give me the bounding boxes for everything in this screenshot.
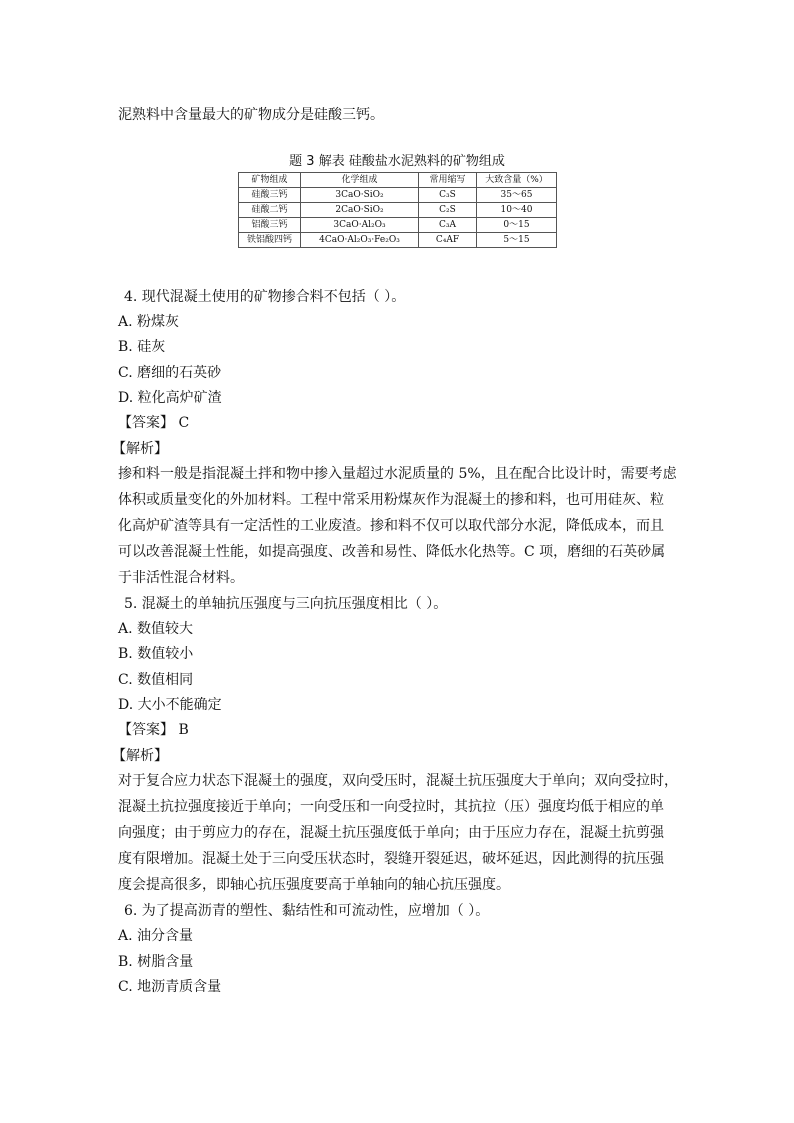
table-cell: C₂S: [419, 203, 477, 218]
q4-analysis-label: 【解析】: [112, 441, 168, 457]
analysis-line: 向强度；由于剪应力的存在，混凝土抗压强度低于单向；由于压应力存在，混凝土抗剪强: [118, 825, 664, 841]
question-4-text: 4. 现代混凝土使用的矿物掺合料不包括（ ）。: [124, 289, 406, 305]
intro-text: 泥熟料中含量最大的矿物成分是硅酸三钙。: [118, 107, 384, 123]
analysis-line: 体积或质量变化的外加材料。工程中常采用粉煤灰作为混凝土的掺和料，也可用硅灰、粒: [118, 492, 664, 508]
table-header: 矿物组成: [239, 173, 301, 188]
table-row: [239, 188, 557, 203]
q5-option-b: B. 数值较小: [118, 646, 194, 662]
table-header: 常用缩写: [419, 173, 477, 188]
q4-option-b: B. 硅灰: [118, 339, 166, 355]
q4-option-a: A. 粉煤灰: [118, 314, 180, 330]
table-row: [239, 203, 557, 218]
q5-analysis-label: 【解析】: [112, 748, 168, 764]
table-caption: 题 3 解表 硅酸盐水泥熟料的矿物组成: [289, 154, 505, 169]
analysis-line: 度有限增加。混凝土处于三向受压状态时，裂缝开裂延迟，破坏延迟，因此测得的抗压强: [118, 851, 664, 867]
mineral-composition-table: [238, 172, 557, 248]
table-cell: 铁铝酸四钙: [239, 233, 301, 248]
question-6-text: 6. 为了提高沥青的塑性、黏结性和可流动性，应增加（ ）。: [124, 903, 490, 919]
q6-option-c: C. 地沥青质含量: [118, 979, 222, 995]
q5-option-a: A. 数值较大: [118, 621, 194, 637]
analysis-line: 对于复合应力状态下混凝土的强度，双向受压时，混凝土抗压强度大于单向；双向受拉时，: [118, 773, 678, 789]
q5-analysis: [118, 772, 678, 902]
table-cell: 硅酸二钙: [239, 203, 301, 218]
analysis-line: 可以改善混凝土性能，如提高强度、改善和易性、降低水化热等。C 项，磨细的石英砂属: [118, 544, 666, 560]
q5-option-d: D. 大小不能确定: [118, 697, 222, 713]
table-cell: 3CaO·Al₂O₃: [301, 218, 419, 233]
q4-answer: 【答案】 C: [118, 415, 190, 431]
analysis-line: 化高炉矿渣等具有一定活性的工业废渣。掺和料不仅可以取代部分水泥，降低成本，而且: [118, 518, 664, 534]
q4-option-d: D. 粒化高炉矿渣: [118, 390, 222, 406]
q5-answer: 【答案】 B: [118, 722, 189, 738]
table-cell: 5～15: [477, 233, 557, 248]
q5-option-c: C. 数值相同: [118, 672, 194, 688]
analysis-line: 于非活性混合材料。: [118, 570, 244, 586]
analysis-line: 掺和料一般是指混凝土拌和物中掺入量超过水泥质量的 5%，且在配合比设计时，需要考虑: [118, 466, 677, 482]
table-row: [239, 218, 557, 233]
q6-option-a: A. 油分含量: [118, 928, 194, 944]
table-cell: 4CaO·Al₂O₃·Fe₂O₃: [301, 233, 419, 248]
table-cell: 0～15: [477, 218, 557, 233]
question-5-text: 5. 混凝土的单轴抗压强度与三向抗压强度相比（ ）。: [124, 596, 448, 612]
q6-option-b: B. 树脂含量: [118, 954, 194, 970]
table-cell: C₄AF: [419, 233, 477, 248]
table-cell: 10～40: [477, 203, 557, 218]
table-cell: 35～65: [477, 188, 557, 203]
q4-option-c: C. 磨细的石英砂: [118, 365, 222, 381]
mineral-table-block: [238, 154, 556, 248]
table-cell: 2CaO·SiO₂: [301, 203, 419, 218]
table-header-row: [239, 173, 557, 188]
table-header: 化学组成: [301, 173, 419, 188]
table-cell: C₃A: [419, 218, 477, 233]
table-cell: 铝酸三钙: [239, 218, 301, 233]
table-header: 大致含量（%）: [477, 173, 557, 188]
q4-analysis: [118, 465, 678, 595]
analysis-line: 混凝土抗拉强度接近于单向；一向受压和一向受拉时，其抗拉（压）强度均低于相应的单: [118, 799, 664, 815]
table-cell: 硅酸三钙: [239, 188, 301, 203]
table-row: [239, 233, 557, 248]
table-cell: 3CaO·SiO₂: [301, 188, 419, 203]
table-cell: C₃S: [419, 188, 477, 203]
analysis-line: 度会提高很多，即轴心抗压强度要高于单轴向的轴心抗压强度。: [118, 877, 510, 893]
